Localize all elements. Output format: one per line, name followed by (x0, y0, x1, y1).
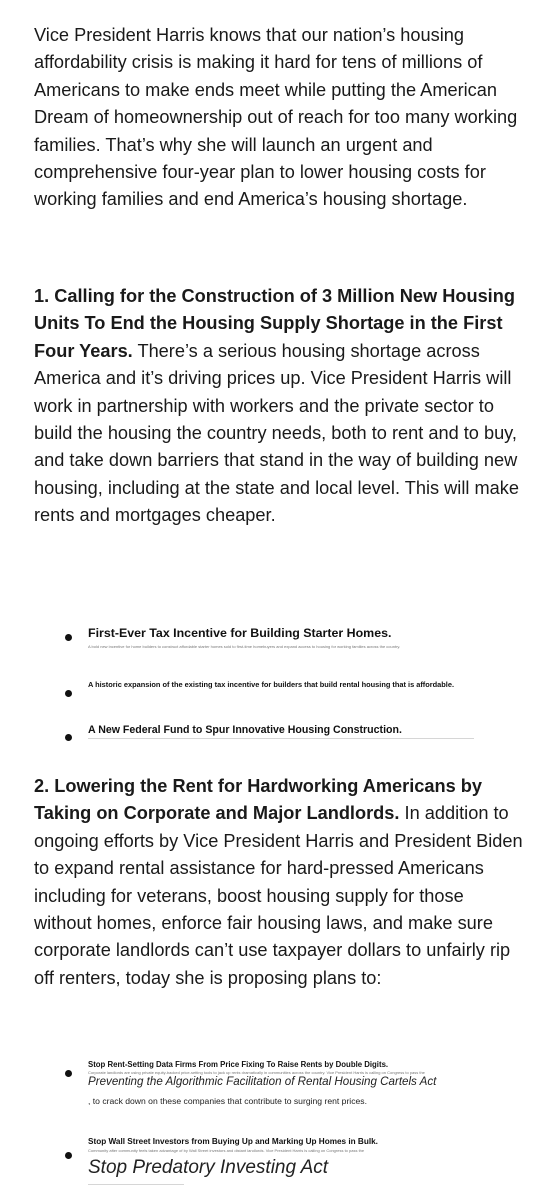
bullet-2-label: A historic expansion of the existing tax incentive for builders that build rental housing that is affordable. (88, 680, 455, 689)
bullet-1-fine-text: A bold new incentive for home builders to construct affordable starter homes sold to first-time homebuyers and expand access to housing for working families across the country. (88, 644, 401, 649)
bullet-1-label: First-Ever Tax Incentive for Building Starter Homes. (88, 626, 392, 640)
bullet-dot (65, 634, 72, 641)
section-1-paragraph (34, 283, 524, 530)
divider (88, 1184, 184, 1185)
bullet-3-label: A New Federal Fund to Spur Innovative Housing Construction. (88, 724, 402, 736)
bullet-5-fine-text: Community after community feels taken advantage of by Wall Street investors and distant landlords. Vice President Harris is calling on Congress to pass the (88, 1148, 365, 1153)
bullet-5-label: Stop Wall Street Investors from Buying Up and Marking Up Homes in Bulk. (88, 1137, 378, 1146)
intro-text: Vice President Harris knows that our nation’s housing affordability crisis is making it hard for tens of millions of Americans to make ends meet while putting the American Dream of homeownership out of reach for too many working families. That’s why she will launch an urgent and comprehensive four-year plan to lower housing costs for working families and end America’s housing shortage. (34, 25, 518, 210)
bullet-dot (65, 1152, 72, 1159)
bullet-4-fine-text: Corporate landlords are using private equity-backed price-setting tools to jack up rents dramatically in communities across the country. Vice President Harris is calling on Congress to pass the (88, 1070, 425, 1075)
bullet-dot (65, 690, 72, 697)
bullet-4-tail-text: , to crack down on these companies that contribute to surging rent prices. (88, 1096, 367, 1106)
section-1-body: There’s a serious housing shortage across America and it’s driving prices up. Vice President Harris will work in partnership with workers and the private sector to build the housing the country needs, both to rent and to buy, and take down barriers that stand in the way of building new housing, including at the state and local level. This will make rents and mortgages cheaper. (34, 340, 519, 526)
bullet-4-label: Stop Rent-Setting Data Firms From Price Fixing To Raise Rents by Double Digits. (88, 1060, 389, 1069)
bullet-4-act-name: Preventing the Algorithmic Facilitation of Rental Housing Cartels Act (88, 1075, 437, 1088)
bullet-5-act-name: Stop Predatory Investing Act (88, 1157, 329, 1178)
bullet-dot (65, 734, 72, 741)
section-2-paragraph (34, 773, 524, 992)
intro-paragraph (34, 22, 524, 214)
bullet-dot (65, 1070, 72, 1077)
section-1-heading: 1. Calling for the Construction of 3 Million New Housing Units To End the Housing Supply Shortage in the First Four Years. (34, 286, 515, 361)
divider (88, 738, 474, 739)
section-2-body: In addition to ongoing efforts by Vice President Harris and President Biden to expand rental assistance for hard-pressed Americans including for veterans, boost housing supply for those without homes, enforce fair housing laws, and make sure corporate landlords can’t use taxpayer dollars to unfairly rip off renters, today she is proposing plans to: (34, 803, 523, 988)
section-2-heading: 2. Lowering the Rent for Hardworking Americans by Taking on Corporate and Major Landlords. (34, 776, 483, 824)
